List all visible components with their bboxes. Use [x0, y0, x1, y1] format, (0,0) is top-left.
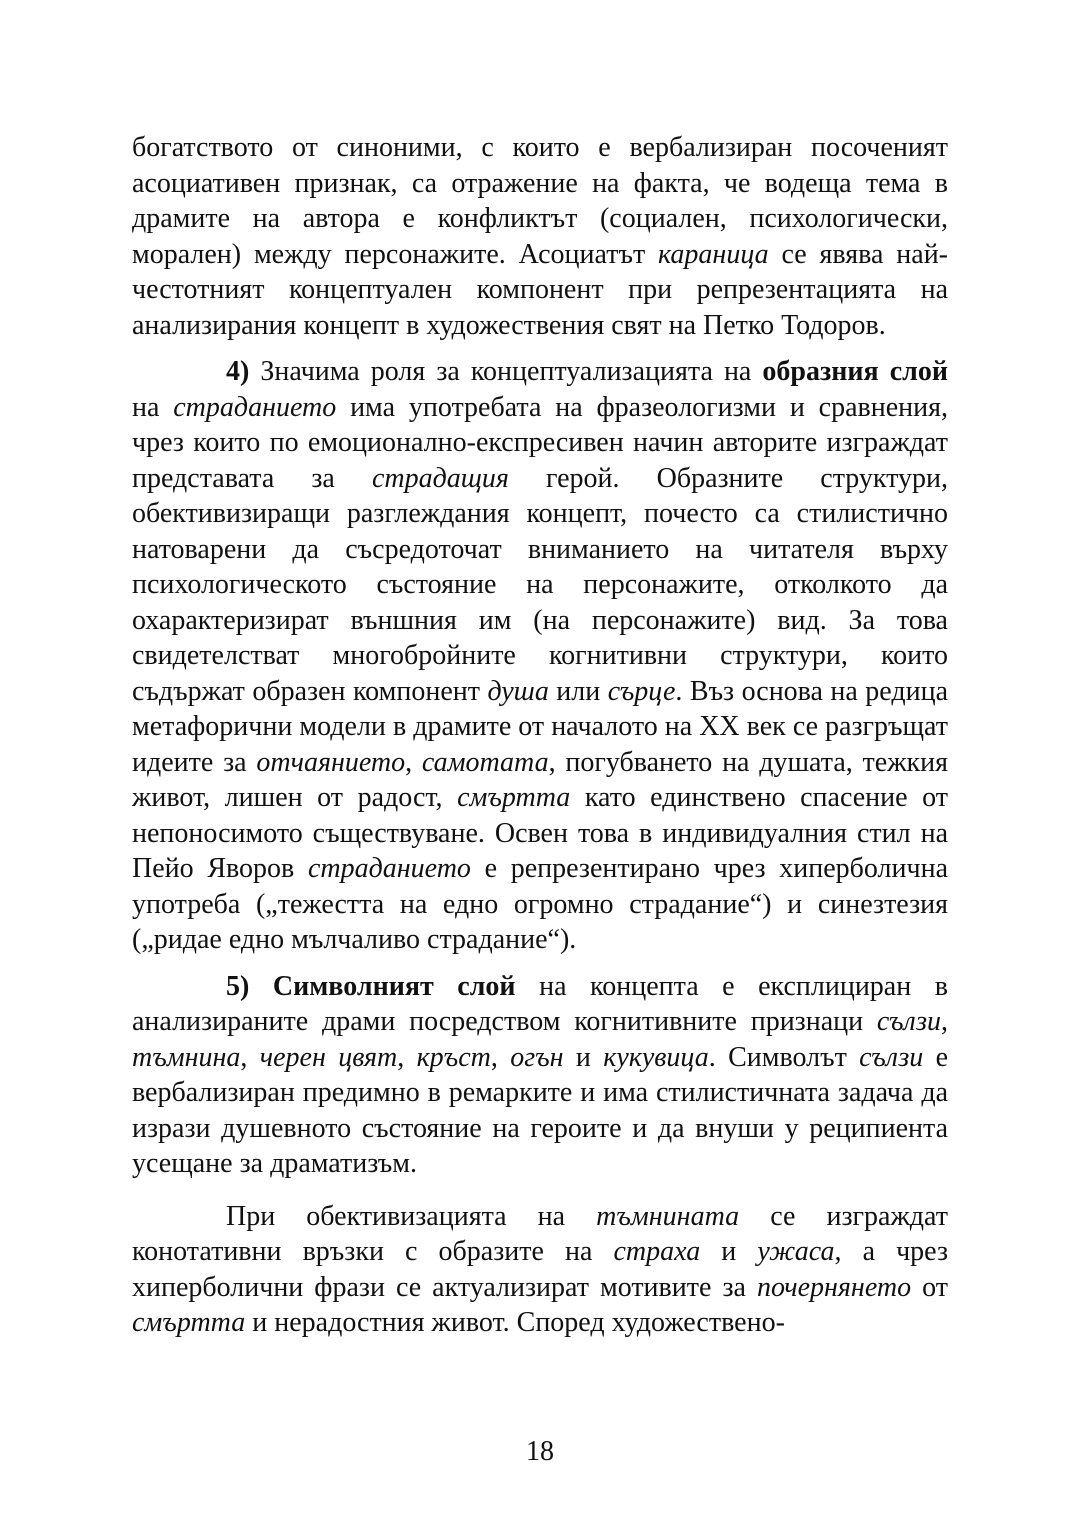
- text-run-normal: е репрезентирано чрез хиперболична употреба („тежестта на едно огромно страдание“) и синезтезия („ридае едно мълчаливо страдание“).: [132, 853, 949, 955]
- text-run-normal: Значима роля за концептуализацията на: [249, 356, 763, 387]
- text-run-italic: караница: [658, 238, 769, 270]
- text-run-italic: отчаянието: [256, 746, 406, 778]
- text-run-italic: страдащия: [371, 462, 509, 494]
- text-run-normal: и: [700, 1236, 758, 1267]
- text-run-italic: черен цвят: [259, 1041, 398, 1073]
- text-run-normal: на концепта е експлициран в анализираните драми посредством когнитивните признаци: [132, 970, 948, 1037]
- text-run-normal: и нерадостния живот. Според художествено-: [245, 1307, 785, 1338]
- text-run-italic: огън: [510, 1041, 564, 1073]
- text-run-normal: ,: [490, 1041, 511, 1073]
- paragraph-2: [132, 354, 948, 958]
- text-run-bold: 5) Символният слой: [226, 970, 516, 1002]
- text-run-italic: сърце: [607, 675, 676, 707]
- text-run-normal: има употребата на фразеологизми и сравнения, чрез които по емоционално-експресивен начин авторите изграждат представата за: [132, 391, 948, 494]
- text-run-italic: ужаса: [757, 1236, 835, 1267]
- text-run-italic: душа: [487, 675, 549, 707]
- text-run-normal: на: [132, 391, 174, 423]
- text-run-normal: При обективизацията на: [226, 1200, 597, 1232]
- text-run-italic: тъмнина: [132, 1041, 241, 1073]
- text-run-italic: кръст: [416, 1041, 491, 1073]
- text-run-normal: и: [563, 1041, 604, 1073]
- paragraph-4: [132, 1199, 948, 1341]
- text-run-italic: смъртта: [457, 782, 571, 813]
- text-run-italic: сълзи: [876, 1006, 941, 1037]
- text-run-normal: се изграждат конотативни връзки с образите на: [132, 1200, 948, 1267]
- text-run-normal: от: [911, 1271, 949, 1303]
- document-page: [132, 130, 948, 1341]
- text-run-italic: страданието: [307, 853, 471, 884]
- text-run-normal: герой. Образните структури, обективизиращи разглеждания концепт, почесто са стилистично натоварени да съсредоточат вниманието на читателя върху психологическото състояние на персонажите, отколкото да охарактеризират външния им (на персонажите) вид. За това свидетелстват многобройните когнитивни структури, които съдържат образен компонент: [132, 462, 948, 707]
- text-run-normal: или: [548, 675, 608, 707]
- text-run-bold: образния слой: [762, 356, 948, 387]
- text-run-normal: като единствено спасение от непоносимото съществуване. Освен това в индивидуалния стил на Пейо Яворов: [132, 782, 948, 884]
- text-run-bold: 4): [226, 356, 250, 387]
- paragraph-3: [132, 969, 948, 1182]
- paragraph-1: [132, 130, 948, 343]
- text-run-normal: ,: [405, 746, 422, 778]
- text-run-italic: страданието: [173, 391, 337, 423]
- text-run-normal: ,: [240, 1041, 260, 1073]
- text-run-normal: се явява най-честотният концептуален компонент при репрезентацията на анализирания концепт в художествения свят на Петко Тодоров.: [132, 238, 948, 341]
- text-run-italic: почернянето: [756, 1271, 912, 1303]
- text-run-italic: страха: [613, 1236, 701, 1267]
- text-run-normal: . Символът: [708, 1041, 860, 1073]
- text-run-italic: тъмнината: [596, 1200, 740, 1232]
- text-run-normal: . Въз основа на редица метафорични модели в драмите от началото на XX век се разгръщат идеите за: [132, 675, 949, 778]
- page-number: 18: [526, 1436, 554, 1467]
- text-run-italic: кукувица: [603, 1041, 709, 1073]
- text-run-normal: богатството от синоними, с които е вербализиран посоченият асоциативен признак, са отражение на факта, че водеща тема в драмите на автора е конфликтът (социален, психологически, морален) между персонажите. Асоциатът: [132, 132, 948, 270]
- text-run-normal: , а чрез хиперболични фрази се актуализират мотивите за: [132, 1236, 949, 1303]
- text-run-normal: е вербализиран предимно в ремарките и има стилистичната задача да изрази душевното състояние на героите и да внуши у реципиента усещане за драматизъм.: [132, 1041, 949, 1179]
- text-run-italic: самотата: [421, 746, 549, 778]
- text-run-italic: сълзи: [859, 1041, 924, 1073]
- text-run-normal: , погубването на душата, тежкия живот, лишен от радост,: [132, 746, 949, 813]
- text-run-italic: смъртта: [132, 1307, 246, 1338]
- text-run-normal: ,: [397, 1041, 417, 1073]
- text-run-normal: ,: [941, 1006, 948, 1037]
